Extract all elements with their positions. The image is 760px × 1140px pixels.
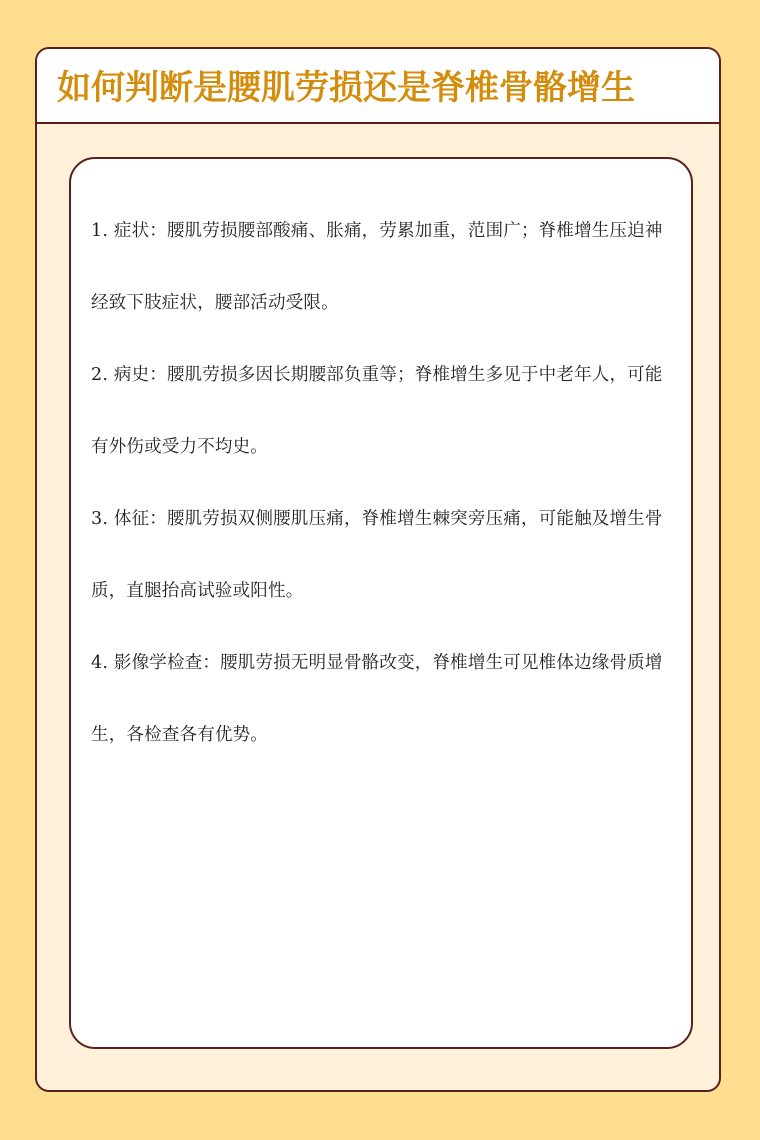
content-list bbox=[91, 195, 675, 771]
title-bar bbox=[37, 49, 719, 124]
list-item-text: 病史：腰肌劳损多因长期腰部负重等；脊椎增生多见于中老年人，可能有外伤或受力不均史。 bbox=[91, 365, 663, 457]
outer-card bbox=[35, 47, 721, 1092]
content-card bbox=[69, 157, 693, 1049]
list-item bbox=[91, 627, 675, 771]
list-item-number: 4. bbox=[91, 653, 109, 673]
list-item bbox=[91, 195, 675, 339]
list-item bbox=[91, 483, 675, 627]
list-item-text: 症状：腰肌劳损腰部酸痛、胀痛，劳累加重，范围广；脊椎增生压迫神经致下肢症状，腰部活动受限。 bbox=[91, 221, 663, 313]
page-title: 如何判断是腰肌劳损还是脊椎骨骼增生 bbox=[57, 68, 635, 108]
list-item-text: 体征：腰肌劳损双侧腰肌压痛，脊椎增生棘突旁压痛，可能触及增生骨质，直腿抬高试验或阳性。 bbox=[91, 509, 663, 601]
list-item bbox=[91, 339, 675, 483]
list-item-text: 影像学检查：腰肌劳损无明显骨骼改变，脊椎增生可见椎体边缘骨质增生，各检查各有优势。 bbox=[91, 653, 663, 745]
list-item-number: 2. bbox=[91, 365, 109, 385]
list-item-number: 1. bbox=[91, 221, 109, 241]
list-item-number: 3. bbox=[91, 509, 109, 529]
